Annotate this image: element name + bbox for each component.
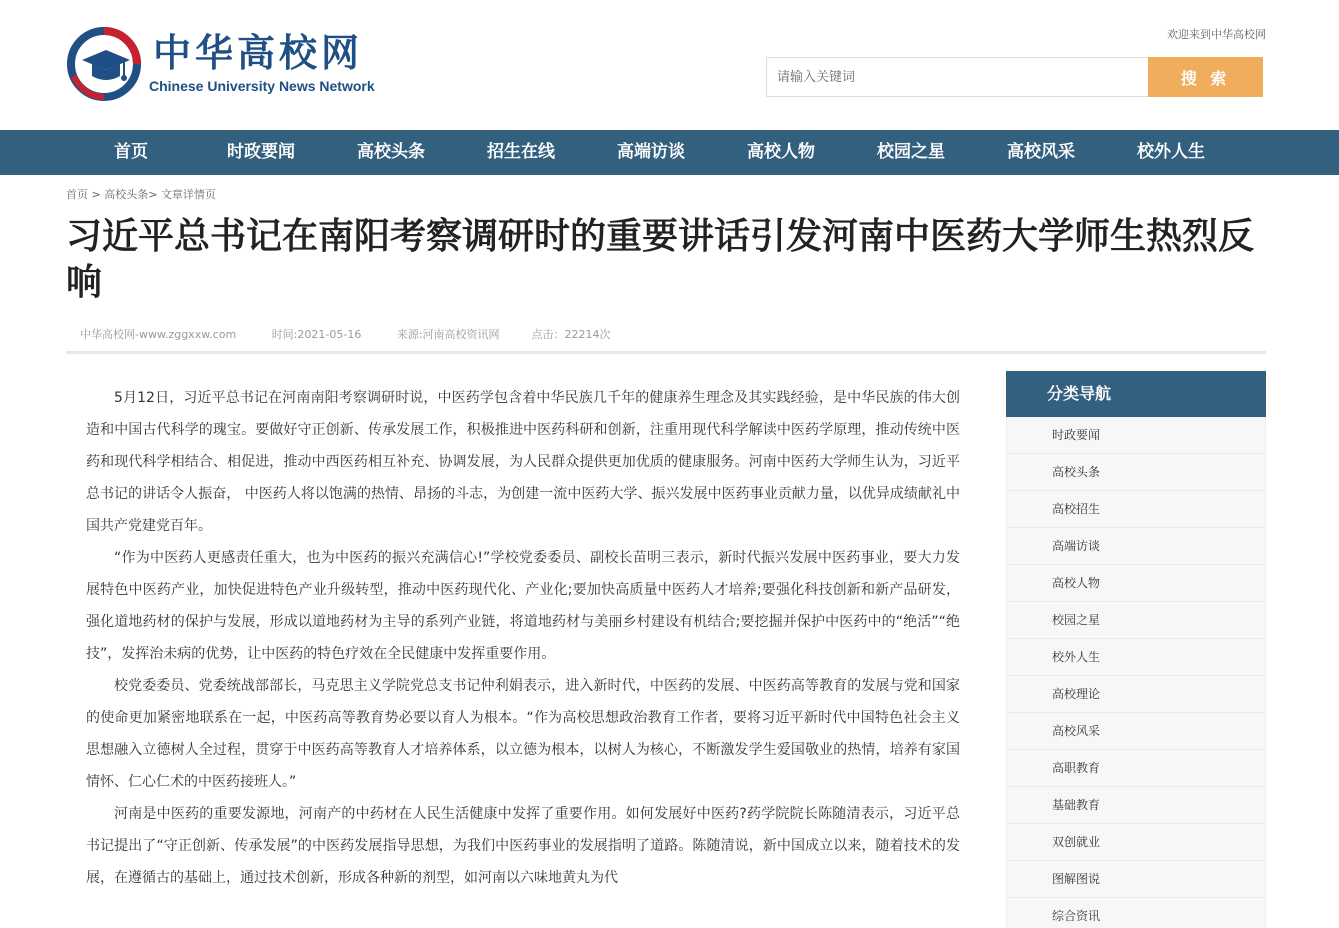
breadcrumb-current: 文章详情页 (160, 188, 216, 201)
search-input[interactable] (766, 57, 1148, 97)
article-title: 习近平总书记在南阳考察调研时的重要讲话引发河南中医药大学师生热烈反响 (66, 216, 1255, 303)
sidebar-item-general-news[interactable]: 综合资讯 (1007, 898, 1265, 928)
meta-clicks: 点击：22214次 (531, 328, 611, 341)
logo-subtitle: Chinese University News Network (149, 78, 375, 94)
nav-item-people[interactable]: 高校人物 (747, 142, 815, 162)
nav-item-showcase[interactable]: 高校风采 (1007, 142, 1075, 162)
sidebar-title: 分类导航 (1006, 371, 1266, 417)
sidebar-item-theory[interactable]: 高校理论 (1007, 676, 1265, 713)
sidebar-item-basic-education[interactable]: 基础教育 (1007, 787, 1265, 824)
nav-item-offcampus[interactable]: 校外人生 (1137, 142, 1205, 162)
breadcrumb-section[interactable]: 高校头条 (104, 188, 149, 201)
main-nav (0, 130, 1339, 175)
sidebar-item-employment[interactable]: 双创就业 (1007, 824, 1265, 861)
breadcrumb (66, 186, 216, 202)
title-divider (66, 351, 1266, 354)
sidebar-item-offcampus[interactable]: 校外人生 (1007, 639, 1265, 676)
meta-source: 来源:河南高校资讯网 (396, 328, 500, 341)
nav-item-interviews[interactable]: 高端访谈 (617, 142, 685, 162)
sidebar-item-headlines[interactable]: 高校头条 (1007, 454, 1265, 491)
article-paragraph: 河南是中医药的重要发源地，河南产的中药材在人民生活健康中发挥了重要作用。如何发展好中医药?药学院院长陈随清表示，习近平总书记提出了“守正创新、传承发展”的中医药发展指导思想，为我们中医药事业的发展指明了道路。陈随清说，新中国成立以来，随着技术的发展，在遵循古的基础上，通过技术创新，形成各种新的剂型，如河南以六味地黄丸为代 (86, 806, 960, 886)
breadcrumb-separator: > (91, 188, 101, 201)
logo-title[interactable]: 中华高校网 (153, 30, 364, 75)
sidebar-item-showcase[interactable]: 高校风采 (1007, 713, 1265, 750)
sidebar-item-campus-stars[interactable]: 校园之星 (1007, 602, 1265, 639)
article-paragraph: “作为中医药人更感责任重大，也为中医药的振兴充满信心!”学校党委委员、副校长苗明三表示，新时代振兴发展中医药事业，要大力发展特色中医药产业，加快促进特色产业升级转型，推动中医药现代化、产业化;要加快高质量中医药人才培养;要强化科技创新和新产品研发，强化道地药材的保护与发展，形成以道地药材为主导的系列产业链，将道地药材与美丽乡村建设有机结合;要挖掘并保护中医药中的“绝活”“绝技”，发挥治未病的优势，让中医药的特色疗效在全民健康中发挥重要作用。 (86, 550, 960, 662)
sidebar-item-politics[interactable]: 时政要闻 (1007, 417, 1265, 454)
sidebar-item-people[interactable]: 高校人物 (1007, 565, 1265, 602)
article-body (86, 382, 960, 894)
article-meta (80, 326, 611, 342)
breadcrumb-separator: > (148, 188, 158, 201)
nav-item-campus-stars[interactable]: 校园之星 (877, 142, 945, 162)
site-header (0, 0, 1339, 130)
sidebar-item-vocational[interactable]: 高职教育 (1007, 750, 1265, 787)
search-button[interactable]: 搜 索 (1148, 57, 1263, 97)
nav-item-politics[interactable]: 时政要闻 (227, 142, 295, 162)
welcome-text: 欢迎来到中华高校网 (1167, 28, 1266, 41)
meta-site: 中华高校网-www.zggxxw.com (80, 328, 237, 341)
logo-icon[interactable] (66, 26, 146, 102)
sidebar-item-interviews[interactable]: 高端访谈 (1007, 528, 1265, 565)
article-paragraph: 5月12日，习近平总书记在河南南阳考察调研时说，中医药学包含着中华民族几千年的健康养生理念及其实践经验，是中华民族的伟大创造和中国古代科学的瑰宝。要做好守正创新、传承发展工作，积极推进中医药科研和创新，注重用现代科学解读中医药学原理，推动传统中医药和现代科学相结合、相促进，推动中西医药相互补充、协调发展，为人民群众提供更加优质的健康服务。河南中医药大学师生认为，习近平总书记的讲话令人振奋， 中医药人将以饱满的热情、昂扬的斗志，为创建一流中医药大学、振兴发展中医药事业贡献力量，以优异成绩献礼中国共产党建党百年。 (86, 390, 960, 534)
sidebar-item-graphics[interactable]: 图解图说 (1007, 861, 1265, 898)
nav-item-admissions[interactable]: 招生在线 (487, 142, 555, 162)
sidebar-item-admissions[interactable]: 高校招生 (1007, 491, 1265, 528)
meta-time: 时间:2021-05-16 (271, 328, 362, 341)
nav-item-headlines[interactable]: 高校头条 (357, 142, 425, 162)
nav-item-home[interactable]: 首页 (114, 142, 148, 162)
breadcrumb-home[interactable]: 首页 (66, 188, 88, 201)
sidebar-list (1006, 417, 1266, 928)
article-paragraph: 校党委委员、党委统战部部长，马克思主义学院党总支书记仲利娟表示，进入新时代，中医药的发展、中医药高等教育的发展与党和国家的使命更加紧密地联系在一起，中医药高等教育势必要以育人为根本。“作为高校思想政治教育工作者，要将习近平新时代中国特色社会主义思想融入立德树人全过程，贯穿于中医药高等教育人才培养体系，以立德为根本，以树人为核心，不断激发学生爱国敬业的热情，培养有家国情怀、仁心仁术的中医药接班人。” (86, 678, 960, 790)
category-sidebar (1006, 371, 1266, 928)
